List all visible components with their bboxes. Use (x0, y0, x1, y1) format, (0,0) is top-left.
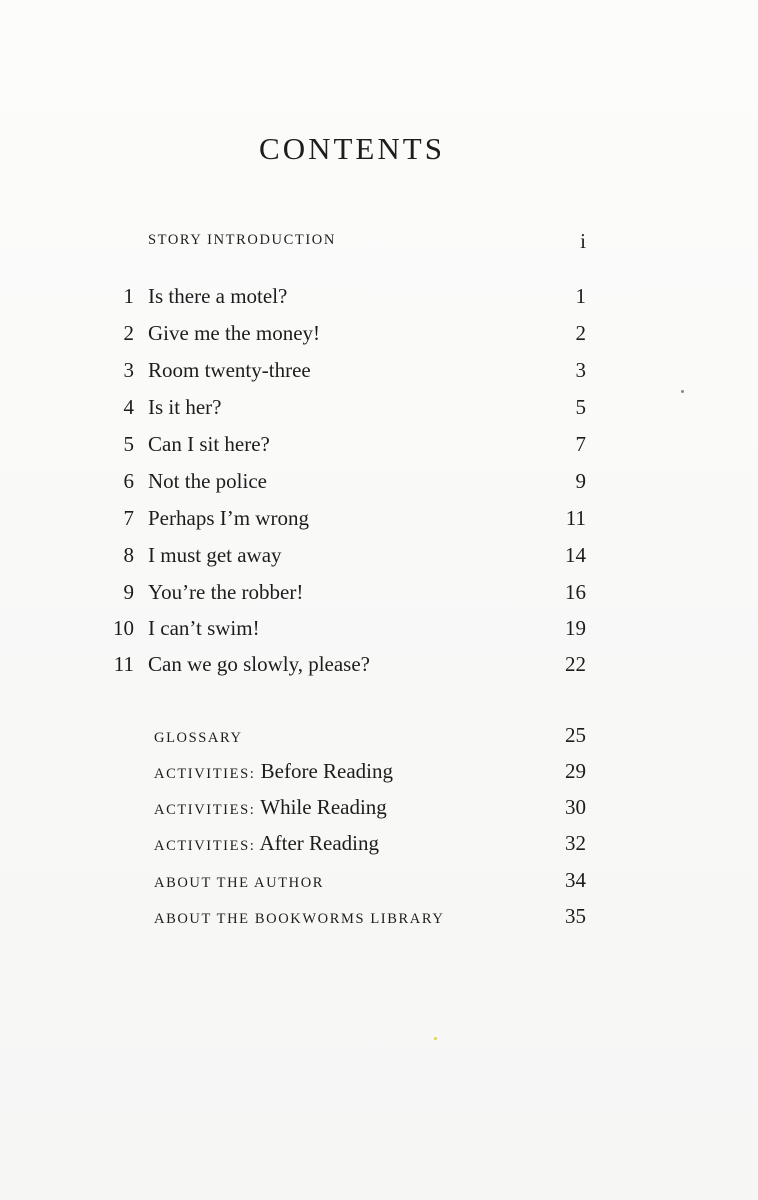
toc-entry-about-the-author[interactable] (108, 868, 586, 898)
toc-entry-activities-while-reading[interactable] (108, 795, 586, 825)
back-matter-label (154, 795, 387, 820)
back-matter-label (154, 723, 243, 748)
toc-chapter-10[interactable] (108, 616, 586, 646)
back-matter-label (154, 868, 324, 893)
back-matter-prefix: ABOUT THE AUTHOR (154, 875, 325, 891)
chapter-page: 5 (575, 395, 586, 419)
toc-entry-about-the-bookworms-library[interactable] (108, 904, 586, 934)
chapter-number: 4 (123, 395, 134, 419)
toc-chapter-8[interactable] (108, 543, 586, 573)
chapter-page: 11 (565, 506, 586, 530)
back-matter-suffix: Before Reading (260, 759, 393, 783)
back-matter-suffix: After Reading (259, 831, 380, 855)
back-matter-label (154, 759, 393, 784)
chapter-number: 8 (123, 543, 134, 567)
chapter-page: 9 (575, 469, 586, 493)
back-matter-label (154, 831, 379, 856)
back-matter-page: 30 (565, 795, 586, 819)
chapter-number: 5 (123, 432, 134, 456)
back-matter-label (154, 904, 444, 929)
back-matter-prefix: GLOSSARY (154, 730, 243, 746)
chapter-page: 19 (565, 616, 586, 640)
toc-chapter-6[interactable] (108, 469, 586, 499)
chapter-page: 7 (575, 432, 586, 456)
back-matter-prefix: ACTIVITIES: (154, 838, 256, 854)
chapter-title: Give me the money! (148, 321, 321, 345)
back-matter-page: 25 (565, 723, 586, 747)
toc-entry-label: STORY INTRODUCTION (148, 232, 336, 248)
chapter-page: 1 (575, 284, 586, 308)
toc-entry-activities-after-reading[interactable] (108, 831, 586, 861)
toc-entry-page: i (580, 229, 586, 253)
chapter-title: I must get away (148, 543, 282, 567)
chapter-number: 3 (123, 358, 134, 382)
chapter-title: Is there a motel? (148, 284, 288, 308)
toc-chapter-9[interactable] (108, 580, 586, 610)
toc-chapter-2[interactable] (108, 321, 586, 351)
paper-speck (681, 390, 684, 393)
chapter-title: Can I sit here? (148, 432, 270, 456)
chapter-number: 9 (123, 580, 134, 604)
toc-entry-activities-before-reading[interactable] (108, 759, 586, 789)
toc-chapter-11[interactable] (108, 652, 586, 682)
chapter-title: I can’t swim! (148, 616, 260, 640)
chapter-title: You’re the robber! (148, 580, 304, 604)
toc-chapter-7[interactable] (108, 506, 586, 536)
toc-chapter-1[interactable] (108, 284, 586, 314)
chapter-page: 22 (565, 652, 586, 676)
chapter-page: 16 (565, 580, 586, 604)
chapter-number: 1 (123, 284, 134, 308)
chapter-title: Can we go slowly, please? (148, 652, 370, 676)
chapter-title: Perhaps I’m wrong (148, 506, 309, 530)
back-matter-page: 32 (565, 831, 586, 855)
back-matter-suffix: While Reading (260, 795, 387, 819)
chapter-page: 2 (575, 321, 586, 345)
back-matter-page: 34 (565, 868, 586, 892)
chapter-title: Is it her? (148, 395, 222, 419)
toc-entry-glossary[interactable] (108, 723, 586, 753)
chapter-number: 7 (123, 506, 134, 530)
chapter-title: Room twenty-three (148, 358, 311, 382)
paper-speck (434, 1037, 437, 1040)
back-matter-prefix: ACTIVITIES: (154, 766, 256, 782)
back-matter-prefix: ABOUT THE BOOKWORMS LIBRARY (154, 911, 445, 927)
page-title: CONTENTS (259, 131, 445, 166)
toc-entry-story-introduction[interactable] (108, 229, 586, 259)
chapter-title: Not the police (148, 469, 267, 493)
chapter-page: 14 (565, 543, 586, 567)
back-matter-page: 29 (565, 759, 586, 783)
toc-chapter-3[interactable] (108, 358, 586, 388)
chapter-page: 3 (575, 358, 586, 382)
toc-chapter-5[interactable] (108, 432, 586, 462)
chapter-number: 11 (113, 652, 134, 676)
toc-chapter-4[interactable] (108, 395, 586, 425)
chapter-number: 6 (123, 469, 134, 493)
chapter-number: 2 (123, 321, 134, 345)
back-matter-page: 35 (565, 904, 586, 928)
chapter-number: 10 (113, 616, 134, 640)
back-matter-prefix: ACTIVITIES: (154, 802, 256, 818)
